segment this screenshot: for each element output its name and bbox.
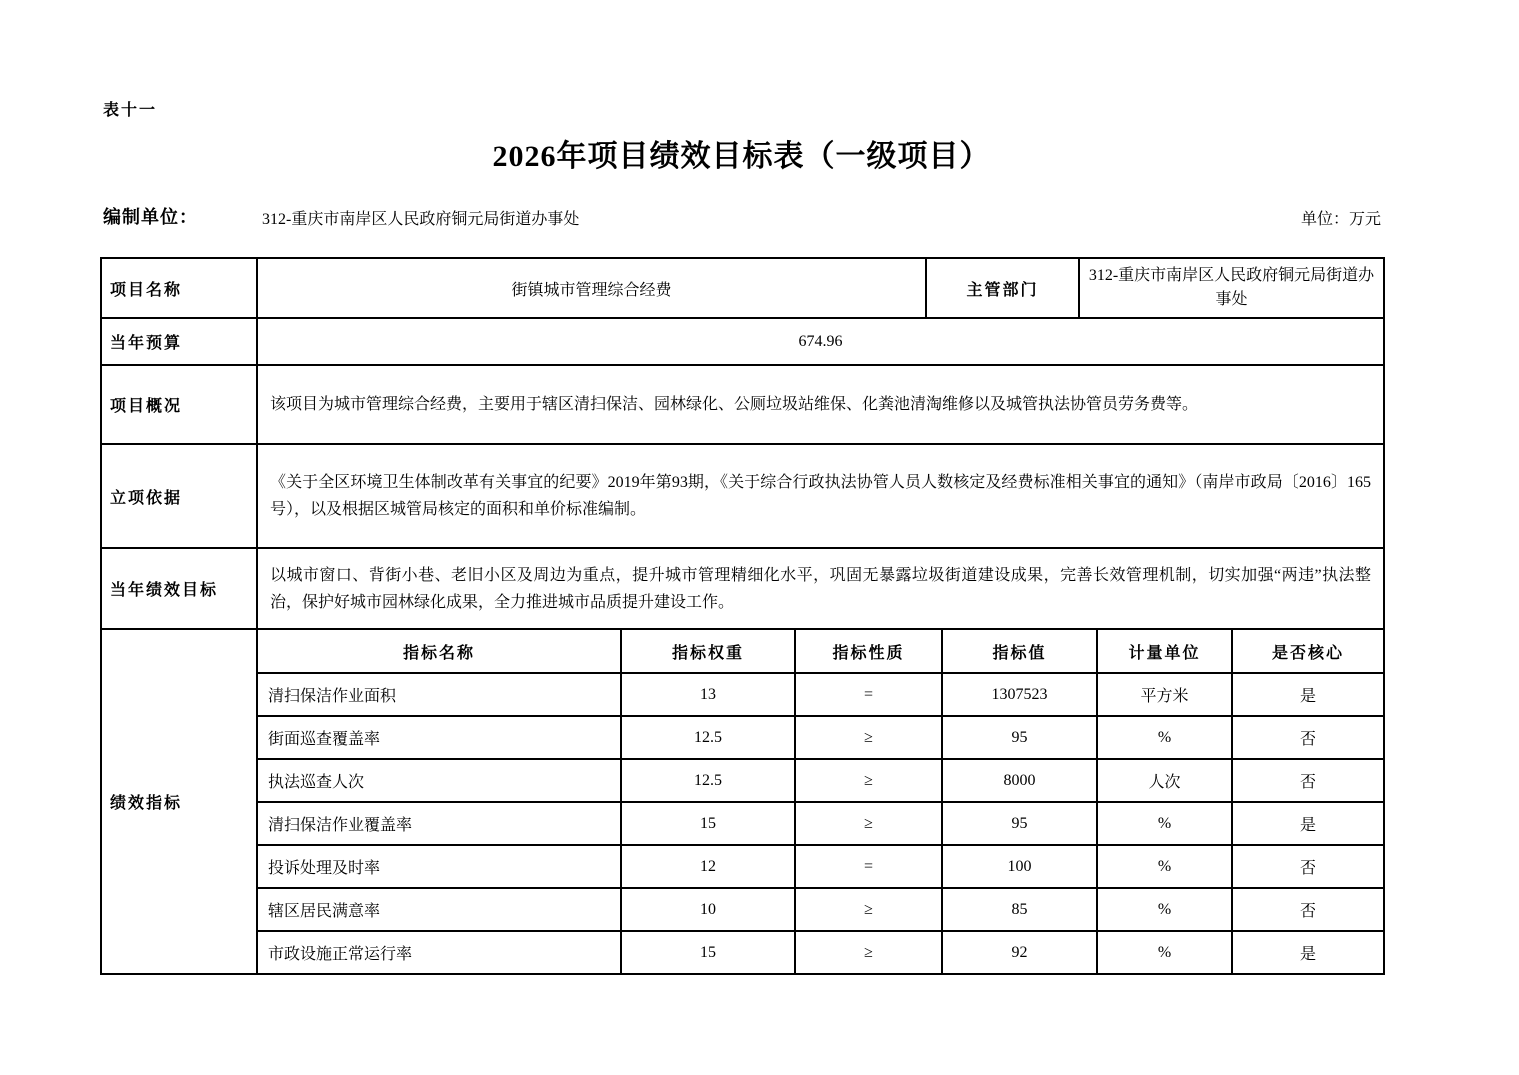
overview-row <box>101 365 1384 444</box>
department-label: 主管部门 <box>926 258 1079 318</box>
indicator-nature-cell: ≥ <box>795 716 942 759</box>
indicator-weight-cell: 13 <box>621 673 795 716</box>
indicator-core-cell: 否 <box>1232 845 1384 888</box>
header-measure-unit: 计量单位 <box>1097 629 1232 673</box>
indicator-row <box>101 931 1384 974</box>
indicator-core-cell: 是 <box>1232 802 1384 845</box>
indicator-unit-cell: % <box>1097 888 1232 931</box>
indicator-core-cell: 否 <box>1232 759 1384 802</box>
indicator-core-cell: 是 <box>1232 931 1384 974</box>
indicator-name-cell: 街面巡查覆盖率 <box>257 716 621 759</box>
indicator-unit-cell: % <box>1097 845 1232 888</box>
indicator-name-cell: 投诉处理及时率 <box>257 845 621 888</box>
indicator-value-cell: 85 <box>942 888 1097 931</box>
indicator-weight-cell: 15 <box>621 802 795 845</box>
indicator-nature-cell: = <box>795 673 942 716</box>
prepared-by-label: 编制单位： <box>103 207 198 227</box>
indicator-value-cell: 92 <box>942 931 1097 974</box>
currency-unit-note: 单位：万元 <box>1300 211 1381 228</box>
indicator-row <box>101 716 1384 759</box>
indicator-name-cell: 执法巡查人次 <box>257 759 621 802</box>
indicator-unit-cell: % <box>1097 716 1232 759</box>
budget-row <box>101 318 1384 365</box>
project-name-label: 项目名称 <box>101 258 257 318</box>
indicator-weight-cell: 12.5 <box>621 716 795 759</box>
goal-label: 当年绩效目标 <box>101 548 257 629</box>
indicator-nature-cell: ≥ <box>795 931 942 974</box>
indicator-unit-cell: % <box>1097 931 1232 974</box>
indicator-core-cell: 是 <box>1232 673 1384 716</box>
overview-label: 项目概况 <box>101 365 257 444</box>
project-name-row <box>101 258 1384 318</box>
indicators-section-label: 绩效指标 <box>101 629 257 974</box>
header-indicator-name: 指标名称 <box>257 629 621 673</box>
overview-value: 该项目为城市管理综合经费，主要用于辖区清扫保洁、园林绿化、公厕垃圾站维保、化粪池清淘维修以及城管执法协管员劳务费等。 <box>257 365 1384 444</box>
indicator-nature-cell: ≥ <box>795 802 942 845</box>
indicator-row <box>101 845 1384 888</box>
prepared-by-value: 312-重庆市南岸区人民政府铜元局街道办事处 <box>262 211 580 228</box>
prepared-by-line <box>100 203 1383 231</box>
indicator-weight-cell: 15 <box>621 931 795 974</box>
indicator-value-cell: 1307523 <box>942 673 1097 716</box>
indicator-unit-cell: % <box>1097 802 1232 845</box>
indicator-unit-cell: 人次 <box>1097 759 1232 802</box>
budget-label: 当年预算 <box>101 318 257 365</box>
indicator-weight-cell: 12.5 <box>621 759 795 802</box>
indicator-nature-cell: ≥ <box>795 759 942 802</box>
indicator-name-cell: 清扫保洁作业覆盖率 <box>257 802 621 845</box>
indicator-core-cell: 否 <box>1232 888 1384 931</box>
header-is-core: 是否核心 <box>1232 629 1384 673</box>
basis-label: 立项依据 <box>101 444 257 548</box>
indicator-value-cell: 100 <box>942 845 1097 888</box>
basis-value: 《关于全区环境卫生体制改革有关事宜的纪要》2019年第93期，《关于综合行政执法协管人员人数核定及经费标准相关事宜的通知》（南岸市政局〔2016〕165号），以及根据区城管局核定的面积和单价标准编制。 <box>257 444 1384 548</box>
indicator-row <box>101 802 1384 845</box>
indicator-name-cell: 市政设施正常运行率 <box>257 931 621 974</box>
form-tag: 表十一 <box>103 102 158 119</box>
indicator-nature-cell: = <box>795 845 942 888</box>
budget-value: 674.96 <box>257 318 1384 365</box>
indicator-header-row <box>101 629 1384 673</box>
indicator-nature-cell: ≥ <box>795 888 942 931</box>
header-indicator-weight: 指标权重 <box>621 629 795 673</box>
basis-row <box>101 444 1384 548</box>
indicator-name-cell: 辖区居民满意率 <box>257 888 621 931</box>
indicator-name-cell: 清扫保洁作业面积 <box>257 673 621 716</box>
performance-target-table <box>100 257 1385 975</box>
indicator-weight-cell: 10 <box>621 888 795 931</box>
indicator-row <box>101 888 1384 931</box>
indicator-value-cell: 8000 <box>942 759 1097 802</box>
indicator-unit-cell: 平方米 <box>1097 673 1232 716</box>
indicator-row <box>101 673 1384 716</box>
header-indicator-value: 指标值 <box>942 629 1097 673</box>
project-name-value: 街镇城市管理综合经费 <box>257 258 926 318</box>
page-title: 2026年项目绩效目标表（一级项目） <box>492 140 991 173</box>
indicator-core-cell: 否 <box>1232 716 1384 759</box>
indicator-row <box>101 759 1384 802</box>
department-value: 312-重庆市南岸区人民政府铜元局街道办事处 <box>1079 258 1384 318</box>
indicator-value-cell: 95 <box>942 802 1097 845</box>
indicator-value-cell: 95 <box>942 716 1097 759</box>
indicator-weight-cell: 12 <box>621 845 795 888</box>
goal-value: 以城市窗口、背街小巷、老旧小区及周边为重点，提升城市管理精细化水平，巩固无暴露垃圾街道建设成果，完善长效管理机制，切实加强“两违”执法整治，保护好城市园林绿化成果，全力推进城市品质提升建设工作。 <box>257 548 1384 629</box>
header-indicator-nature: 指标性质 <box>795 629 942 673</box>
goal-row <box>101 548 1384 629</box>
